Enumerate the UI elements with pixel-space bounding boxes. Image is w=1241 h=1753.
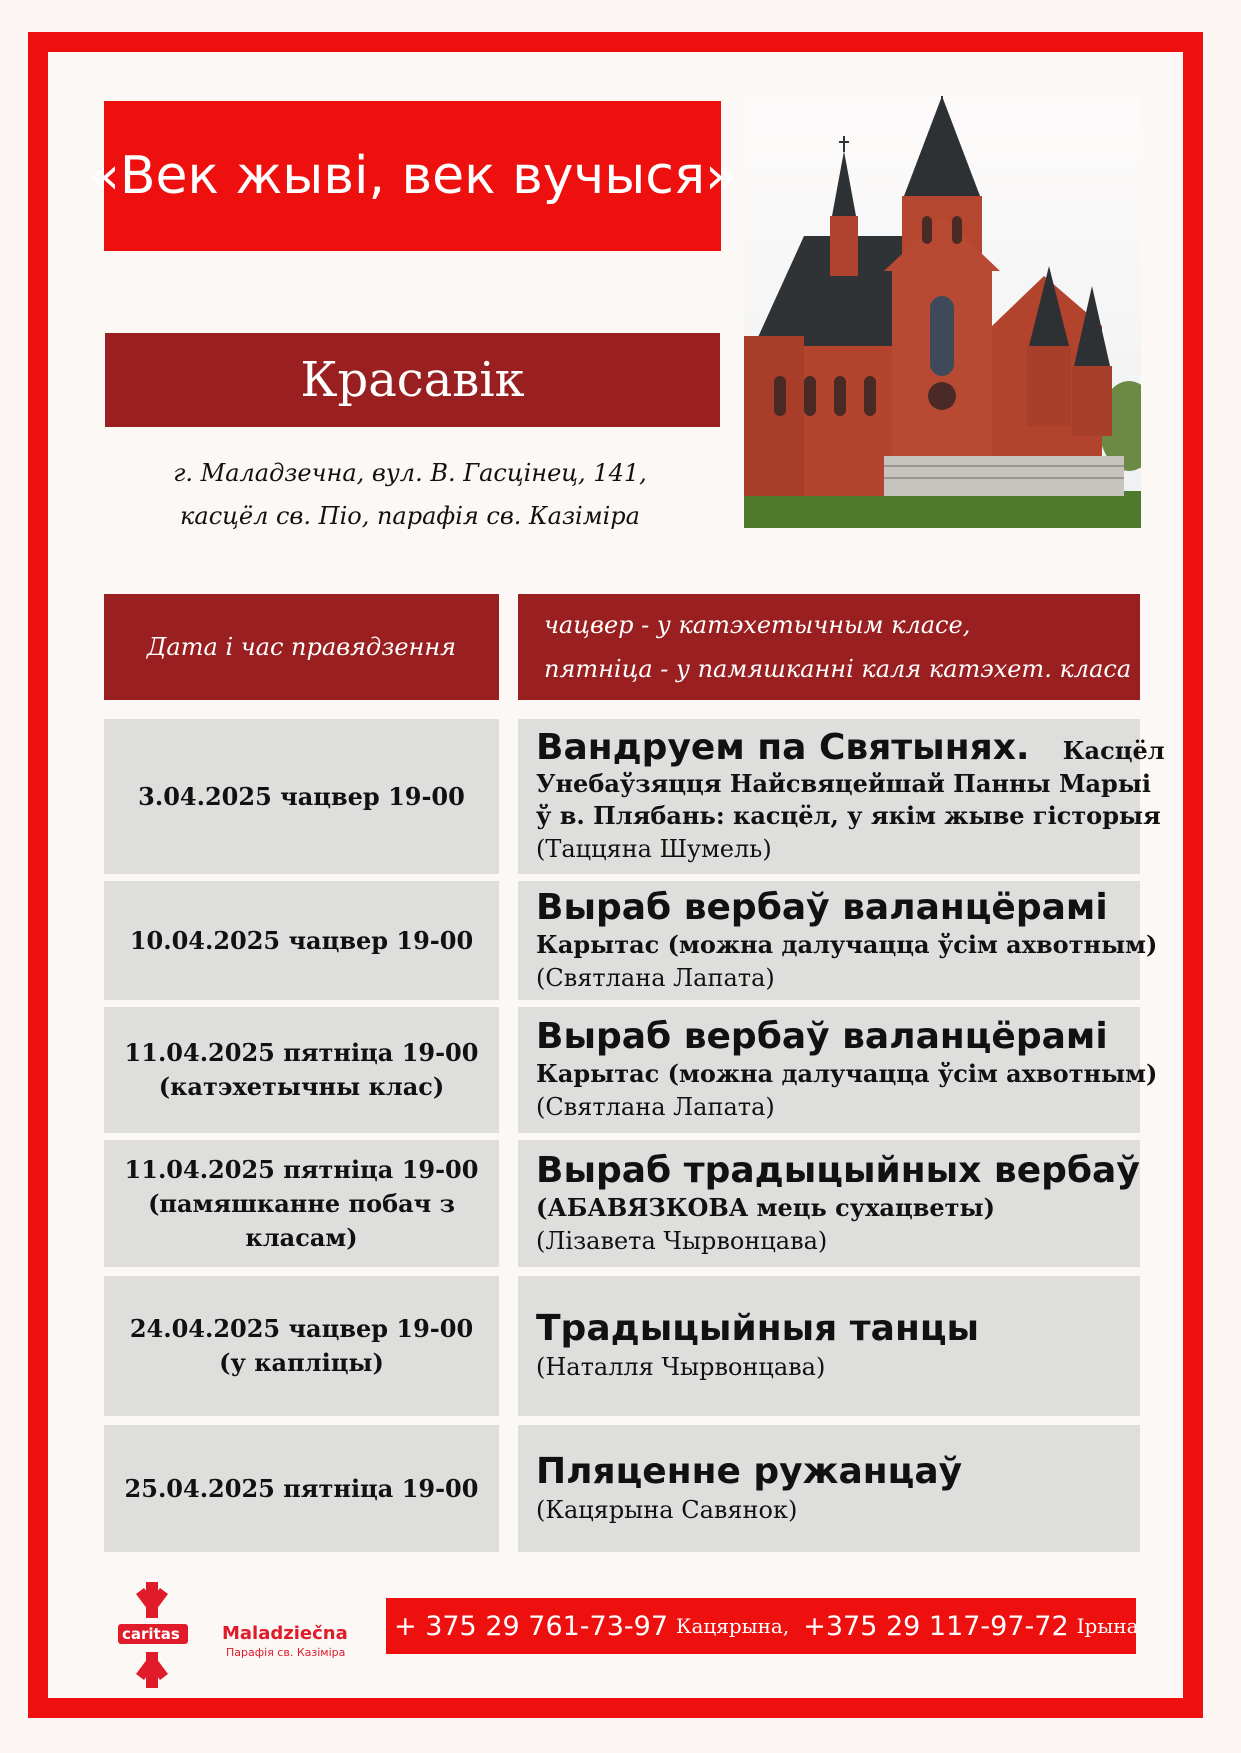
event-subtitle-2: ў в. Плябань: касцёл, у якім жыве гісторыя xyxy=(536,801,1161,830)
table-header-location-line-2: пятніца - у памяшканні каля катэхет. класа xyxy=(544,655,1132,683)
caritas-logo xyxy=(118,1580,358,1690)
table-row-event xyxy=(518,881,1158,1000)
event-title: Вандруем па Святынях. xyxy=(536,727,1030,768)
row-date-line-2: (памяшканне побач з класам) xyxy=(148,1188,455,1252)
row-date-line-2: (катэхетычны клас) xyxy=(158,1072,445,1101)
table-row-date xyxy=(104,1425,499,1552)
event-subtitle-1: Унебаўзяцця Найсвяцейшай Панны Марыі xyxy=(536,769,1152,798)
table-header-location xyxy=(518,594,1140,700)
row-date-line-1: 11.04.2025 пятніца 19-00 xyxy=(124,1154,479,1184)
caritas-logo-graphic xyxy=(118,1580,358,1690)
row-date-line-1: 10.04.2025 чацвер 19-00 xyxy=(129,925,474,955)
event-person: (Лізавета Чырвонцава) xyxy=(536,1226,828,1255)
event-person: (Святлана Лапата) xyxy=(536,1093,775,1121)
table-row-event xyxy=(518,1007,1158,1133)
row-date-line-2: (у капліцы) xyxy=(219,1348,384,1377)
phone-2[interactable]: +375 29 117-97-72 xyxy=(803,1610,1069,1642)
table-header-date-text: Дата і час правядзення xyxy=(146,633,457,661)
phone-1[interactable]: + 375 29 761-73-97 xyxy=(394,1610,668,1642)
month-banner xyxy=(105,333,720,427)
contact-name-2: Ірына xyxy=(1076,1614,1139,1638)
event-title: Выраб вербаў валанцёрамі xyxy=(536,886,1108,928)
event-title-tail: Касцёл xyxy=(1062,736,1165,765)
row-date-line-1: 11.04.2025 пятніца 19-00 xyxy=(124,1038,479,1067)
table-row-date xyxy=(104,1276,499,1416)
event-person: (Кацярына Савянок) xyxy=(536,1495,798,1524)
event-title: Выраб традыцыйных вербаў xyxy=(536,1149,1140,1191)
table-row-date xyxy=(104,1140,499,1267)
table-row-date xyxy=(104,719,499,874)
event-subtitle-1: Карытас (можна далучацца ўсім ахвотным) xyxy=(536,929,1158,959)
table-header-location-line-1: чацвер - у катэхетычным класе, xyxy=(544,611,971,639)
event-person: (Наталля Чырвонцава) xyxy=(536,1353,826,1381)
event-title: Выраб вербаў валанцёрамі xyxy=(536,1016,1108,1057)
logo-word: caritas xyxy=(122,1625,180,1643)
poster-title-text: «Век жыві, век вучыся» xyxy=(88,146,737,206)
table-header-date xyxy=(104,594,499,700)
logo-parish: Парафія св. Казіміра xyxy=(226,1646,346,1659)
address-line-2: касцёл св. Піо, парафія св. Казіміра xyxy=(180,502,640,530)
table-row-event xyxy=(518,1140,1140,1267)
table-row-event xyxy=(518,1276,1140,1416)
address-line-1: г. Маладзечна, вул. В. Гасцінец, 141, xyxy=(173,459,647,487)
event-title: Пляценне ружанцаў xyxy=(536,1450,963,1492)
event-person: (Святлана Лапата) xyxy=(536,963,775,992)
row-date-line-1: 24.04.2025 чацвер 19-00 xyxy=(129,1314,474,1343)
poster-title xyxy=(88,101,737,251)
table-row-date xyxy=(104,881,499,1000)
logo-city: Maladziečna xyxy=(222,1623,348,1644)
address-block xyxy=(160,452,660,538)
table-row-event xyxy=(518,719,1165,874)
event-title-line xyxy=(536,727,1165,768)
contact-name-1: Кацярына, xyxy=(676,1614,790,1638)
month-text: Красавік xyxy=(300,352,525,408)
event-person: (Таццяна Шумель) xyxy=(536,835,772,863)
church-photo xyxy=(744,96,1141,528)
row-date-line-1: 3.04.2025 чацвер 19-00 xyxy=(138,781,465,811)
event-subtitle-1: Карытас (можна далучацца ўсім ахвотным) xyxy=(536,1059,1158,1088)
table-row-date xyxy=(104,1007,499,1133)
contact-bar xyxy=(386,1598,1139,1654)
row-date-line-1: 25.04.2025 пятніца 19-00 xyxy=(124,1473,479,1503)
event-title: Традыцыйныя танцы xyxy=(536,1308,980,1349)
event-subtitle-1: (АБАВЯЗКОВА мець сухацветы) xyxy=(536,1192,995,1222)
table-row-event xyxy=(518,1425,1140,1552)
